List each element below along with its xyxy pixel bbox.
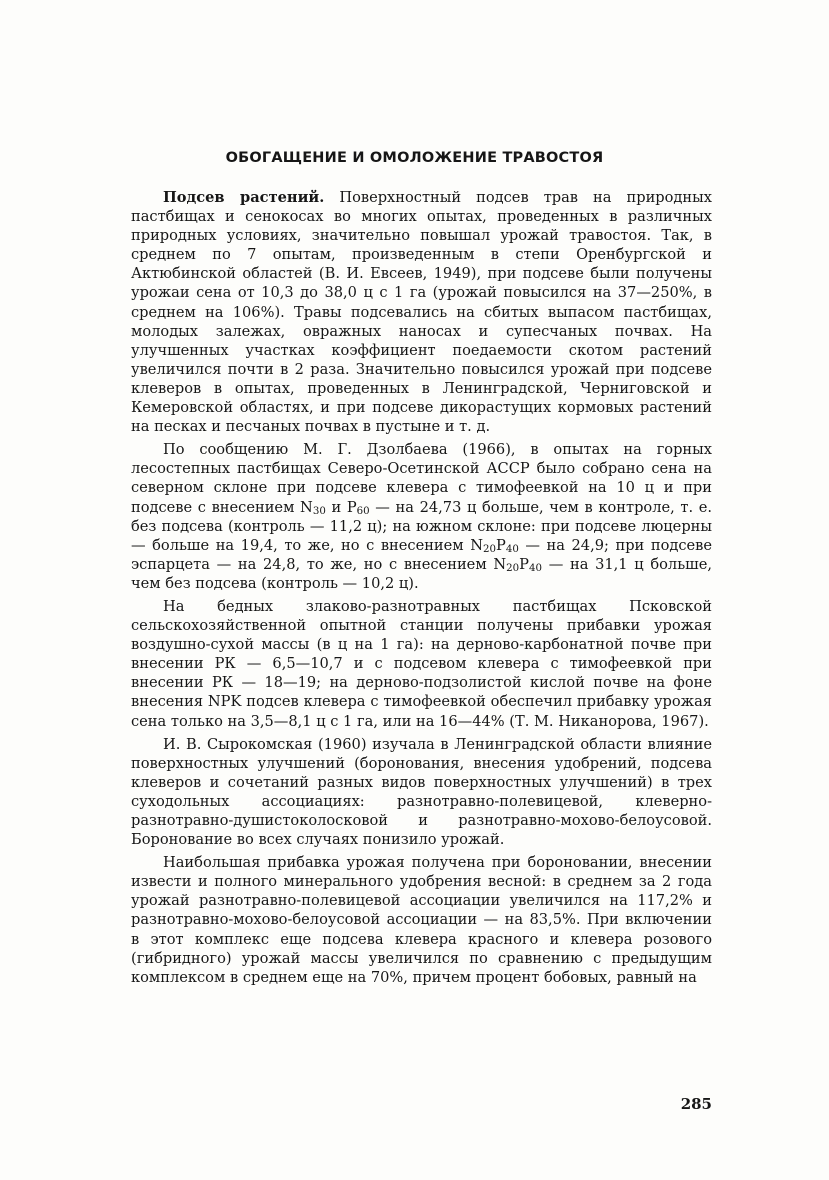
subscript: 40 xyxy=(505,543,519,555)
paragraph-text: Наибольшая прибавка урожая получена при бороновании, внесении извести и полного минерального удобрения весной: в среднем за 2 года урожай разнотравно-полевицевой ассоциации увеличился на 117,2% и разнотравно-мохово-белоусовой ассоциации — на 83,5%. При включении в этот комплекс еще подсева клевера красного и клевера розового (гибридного) урожай массы увеличился по сравнению с предыдущим комплексом в среднем еще на 70%, причем процент бобовых, равный на xyxy=(131,854,712,986)
text-segment: P xyxy=(496,536,506,554)
paragraph xyxy=(131,735,712,850)
paragraph xyxy=(131,188,712,436)
section-title: ОБОГАЩЕНИЕ И ОМОЛОЖЕНИЕ ТРАВОСТОЯ xyxy=(225,150,604,166)
text-segment: — на 24,9; при подсеве эспарцета — на 24,8, то же, но с внесением N xyxy=(131,536,712,573)
text-segment: P xyxy=(519,555,529,573)
text-segment: — на 24,73 ц больше, чем в контроле, т. е. без подсева (контроль — 11,2 ц); на южном склоне: при подсеве люцерны — больше на 19,4, то же, но с внесением N xyxy=(131,498,712,554)
subscript: 20 xyxy=(482,543,496,555)
paragraph xyxy=(131,440,712,593)
paragraph xyxy=(131,853,712,987)
subscript: 60 xyxy=(356,505,370,517)
body-text xyxy=(131,188,712,991)
page-number: 285 xyxy=(680,1095,712,1113)
subscript: 40 xyxy=(528,562,542,574)
text-segment: и P xyxy=(325,498,357,516)
subscript: 20 xyxy=(506,562,520,574)
text-segment: — на 31,1 ц больше, чем без подсева (контроль — 10,2 ц). xyxy=(131,555,712,592)
paragraph-text: И. В. Сырокомская (1960) изучала в Ленинградской области влияние поверхностных улучшений (боронования, внесения удобрений, подсева клеверов и сочетаний разных видов поверхностных улучшений) в трех суходольных ассоциациях: разнотравно-полевицевой, клеверно-разнотравно-душистоколосковой и разнотравно-мохово-белоусовой. Боронование во всех случаях понизило урожай. xyxy=(131,735,712,849)
paragraph-text: Поверхностный подсев трав на природных пастбищах и сенокосах во многих опытах, проведенных в различных природных условиях, значительно повышал урожай травостоя. Так, в среднем по 7 опытам, произведенным в степи Оренбургской и Актюбинской областей (В. И. Евсеев, 1949), при подсеве были получены урожаи сена от 10,3 до 38,0 ц с 1 га (урожай повысился на 37—250%, в среднем на 106%). Травы подсевались на сбитых выпасом пастбищах, молодых залежах, овражных наносах и супесчаных почвах. На улучшенных участках коэффициент поедаемости скотом растений увеличился почти в 2 раза. Значительно повысился урожай при подсеве клеверов в опытах, проведенных в Ленинградской, Черниговской и Кемеровской областях, и при подсеве дикорастущих кормовых растений на песках и песчаных почвах в пустыне и т. д. xyxy=(131,189,712,436)
subscript: 30 xyxy=(312,505,326,517)
paragraph xyxy=(131,597,712,731)
paragraph-lead: Подсев растений. xyxy=(163,189,325,206)
text-segment: По сообщению М. Г. Дзолбаева (1966), в опытах на горных лесостепных пастбищах Северо-Осетинской АССР было собрано сена на северном склоне при подсеве клевера с тимофеевкой на 10 ц и при подсеве с внесением N xyxy=(131,441,712,516)
paragraph-text: На бедных злаково-разнотравных пастбищах Псковской сельскохозяйственной опытной станции получены прибавки урожая воздушно-сухой массы (в ц на 1 га): на дерново-карбонатной почве при внесении РК — 6,5—10,7 и с подсевом клевера с тимофеевкой при внесении РК — 18—19; на дерново-подзолистой кислой почве на фоне внесения NPK подсев клевера с тимофеевкой обеспечил прибавку урожая сена только на 3,5—8,1 ц с 1 га, или на 16—44% (Т. М. Никанорова, 1967). xyxy=(131,597,712,730)
